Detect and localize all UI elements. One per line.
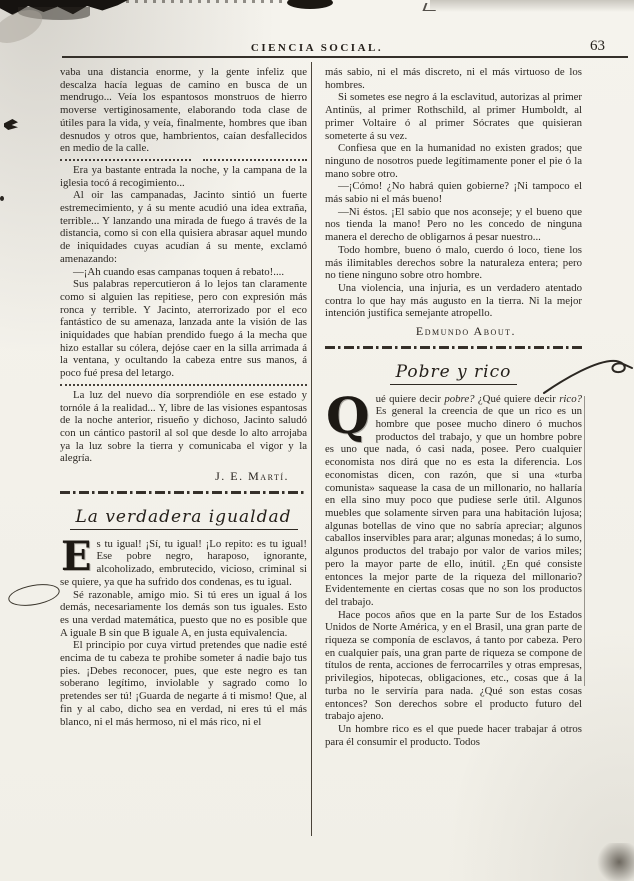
left-column <box>60 66 307 841</box>
paragraph-with-dropcap <box>325 385 582 609</box>
paragraph-with-dropcap <box>60 532 307 589</box>
paragraph: más sabio, ni el más discreto, ni el más virtuoso de los hombres. <box>325 66 582 91</box>
drop-cap-initial: Q <box>326 385 370 445</box>
ink-blot <box>287 0 333 9</box>
journal-title: CIENCIA SOCIAL. <box>250 42 384 54</box>
section-divider <box>325 346 582 349</box>
article-title: La verdadera igualdad <box>60 502 307 529</box>
italic-word: pobre? <box>444 392 475 405</box>
paragraph-text: ¿Qué quiere decir <box>474 392 560 405</box>
paragraph: —¡Ah cuando esas campanas toquen á rebato!.... <box>73 265 285 278</box>
paragraph: Hace pocos años que en la parte Sur de los Estados Unidos de Norte América, y en el Brasil, una gran parte de riqueza se componía de esclavos, á tanto por cabeza. Pero en cualquier país, una gran parte de riqueza se compone de títulos de renta, acciones de ferrocarriles y otras empresas, privilegios, hipotecas, obligaciones, etc., cosas que á la turba no le serviría para nada. ¿Qué son estas cosas entonces? Son derechos sobre el producto futuro del trabajo ajeno. <box>325 608 582 723</box>
torn-paper-speckles <box>126 0 286 3</box>
paper-smudge <box>430 0 634 12</box>
header-rule <box>62 56 628 58</box>
paragraph: —Ni éstos. ¡El sabio que nos aconseje; y el bueno que nos tienda la mano! Pero no les concedo de ninguna manera el derecho de obligarnos á pesar nuestro... <box>325 205 582 244</box>
paragraph: Sus palabras repercutieron á lo lejos tan claramente como si alguien las repitiese, pero con expresión más ronca y terrible. Y Jacinto, aterrorizado por el eco fantástico de su amenaza, lanzada ante la visión de las iniquidades que habían prendido fuego á la mecha que hizo estallar su cólera, dejóse caer en la silla arrimada á la ventana, y ocultando la cabeza entre sus manos, á poco fué presa del letargo. <box>60 278 307 380</box>
paragraph: Al oir las campanadas, Jacinto sintió un fuerte estremecimiento, y á su mente acudió una idea extraña, terrible... Y lanzando una mirada de fuego á través de la distancia, como si con ella quisiera abrasar aquel mundo de iniquidades cuyas acudían á su mente, exclamó amenazando: <box>60 189 307 265</box>
paragraph: vaba una distancia enorme, y la gente infeliz que descalza hacía leguas de camino en busca de un mendrugo... Veía los espantosos monstruos de hierro moverse vertiginosamente, elaborando toda clase de útiles para la vida, y veía, finalmente, hombres que iban desnudos y otros que, hambrientos, caían desfallecidos en medio de la calle. <box>60 66 307 155</box>
pen-flourish-oval <box>7 581 62 610</box>
paragraph: Sé razonable, amigo mio. Si tú eres un igual á los demás, necesariamente los demás son tus iguales. Esto es una verdad matemática, puesto que no es posible que A iguale B sin que B iguale A, en justa equivalencia. <box>60 588 307 639</box>
author-signature: J. E. Martí. <box>215 469 289 484</box>
margin-ink-smudge <box>4 119 18 130</box>
page-body <box>60 66 582 841</box>
section-divider <box>60 491 307 494</box>
article-title: Pobre y rico <box>325 357 582 384</box>
paragraph: La luz del nuevo día sorprendióle en ese estado y tornóle á la realidad... Y, libre de las visiones espantosas de la noche anterior, risueño y dichoso, Jacinto saludó con un cántico pastoril al sol que desde lo alto arrojaba ya la luz sobre la tierra y comunicaba el vigor y la alegría. <box>60 388 307 465</box>
right-column <box>325 66 582 841</box>
dotted-separator <box>60 159 307 161</box>
corner-smudge <box>594 843 634 881</box>
paragraph: El principio por cuya virtud pretendes que nadie esté encima de tu cabeza te prohibe someter á nadie bajo tus pies. ¡Debes reconocer, pues, que este negro es tan soberano legítimo, inviolable y sagrado como lo pretendes ser tú! ¡Guarda de negarte á ti mismo! Que, al fin y al cabo, dicho sea en verdad, ni eres tú el más blanco, ni el más hermoso, ni el más rico, ni el <box>60 639 307 728</box>
page-number: 63 <box>590 38 605 54</box>
pen-flourish <box>542 351 634 397</box>
paragraph: Todo hombre, bueno ó malo, cuerdo ó loco, tiene los más ilimitables derechos sobre la naturaleza entera; pero no tiene ninguno sobre otro hombre. <box>325 243 582 282</box>
margin-ink-dot <box>0 196 4 201</box>
drop-cap-initial: E <box>61 532 92 580</box>
author-signature: Edmundo About. <box>415 324 516 339</box>
paragraph-text: ué quiere decir <box>375 392 445 405</box>
paragraph: Era ya bastante entrada la noche, y la campana de la iglesia tocó á recogimiento... <box>60 163 307 189</box>
paragraph-text: s tu igual! ¡Sí, tu igual! ¡Lo repito: es tu igual! Ese pobre negro, haraposo, ignorante, alcoholizado, embrutecido, vicioso, criminal si se quiere, ya que ha sufrido dos condenas, es tu igual. <box>60 537 307 588</box>
paragraph: Una violencia, una injuria, es un verdadero atentado contra lo que hay más augusto en la tierra. Ni la mejor intención justifica semejante atropello. <box>325 281 582 320</box>
paragraph: Confiesa que en la humanidad no existen grados; que ninguno de nosotros puede legítimamente poner el pie ó la mano sobre otro. <box>325 142 582 180</box>
paragraph: Un hombre rico es el que puede hacer trabajar á otros para él consumir el producto. Todos <box>325 722 582 748</box>
scan-artifact-line <box>584 396 585 686</box>
italic-word: rico? <box>559 392 582 405</box>
dotted-separator <box>60 384 307 386</box>
paragraph: Si sometes ese negro á la esclavitud, autorizas al primer Antinüs, al primer Rothschild, al primer Humboldt, al primer Voltaire ó al primer Sócrates que quisieran someterte á su vez. <box>325 91 582 142</box>
paragraph: —¡Cómo! ¿No habrá quien gobierne? ¡Ni tampoco el más sabio ni el más bueno! <box>325 180 582 206</box>
paragraph-text: Es general la creencia de que un rico es un hombre que posee mucho dinero ó muchos productos del trabajo, y que un hombre pobre es uno que nada, ó casi nada, posee. Pero cualquier economista nos dirá que no es esta la diferencia. Los economistas dicen, con razón, que si una «turba comunista» saquease la casa de un millonario, no hallaría en ella sino muy poco que pudiese serle útil. Algunos muebles que solamente sirven para una habitación lujosa; algunas botellas de vino que no sabría apreciar; algunos caballos inservibles para arar; algunas monedas; á lo sumo, algunos productos del trabajo por valor de varios miles; pero la mayor parte de ello, inútil. ¿En qué consiste entonces la mejor parte de la riqueza del millonario? Evidentemente en ciertas cosas que no son los productos del trabajo. <box>325 405 582 608</box>
